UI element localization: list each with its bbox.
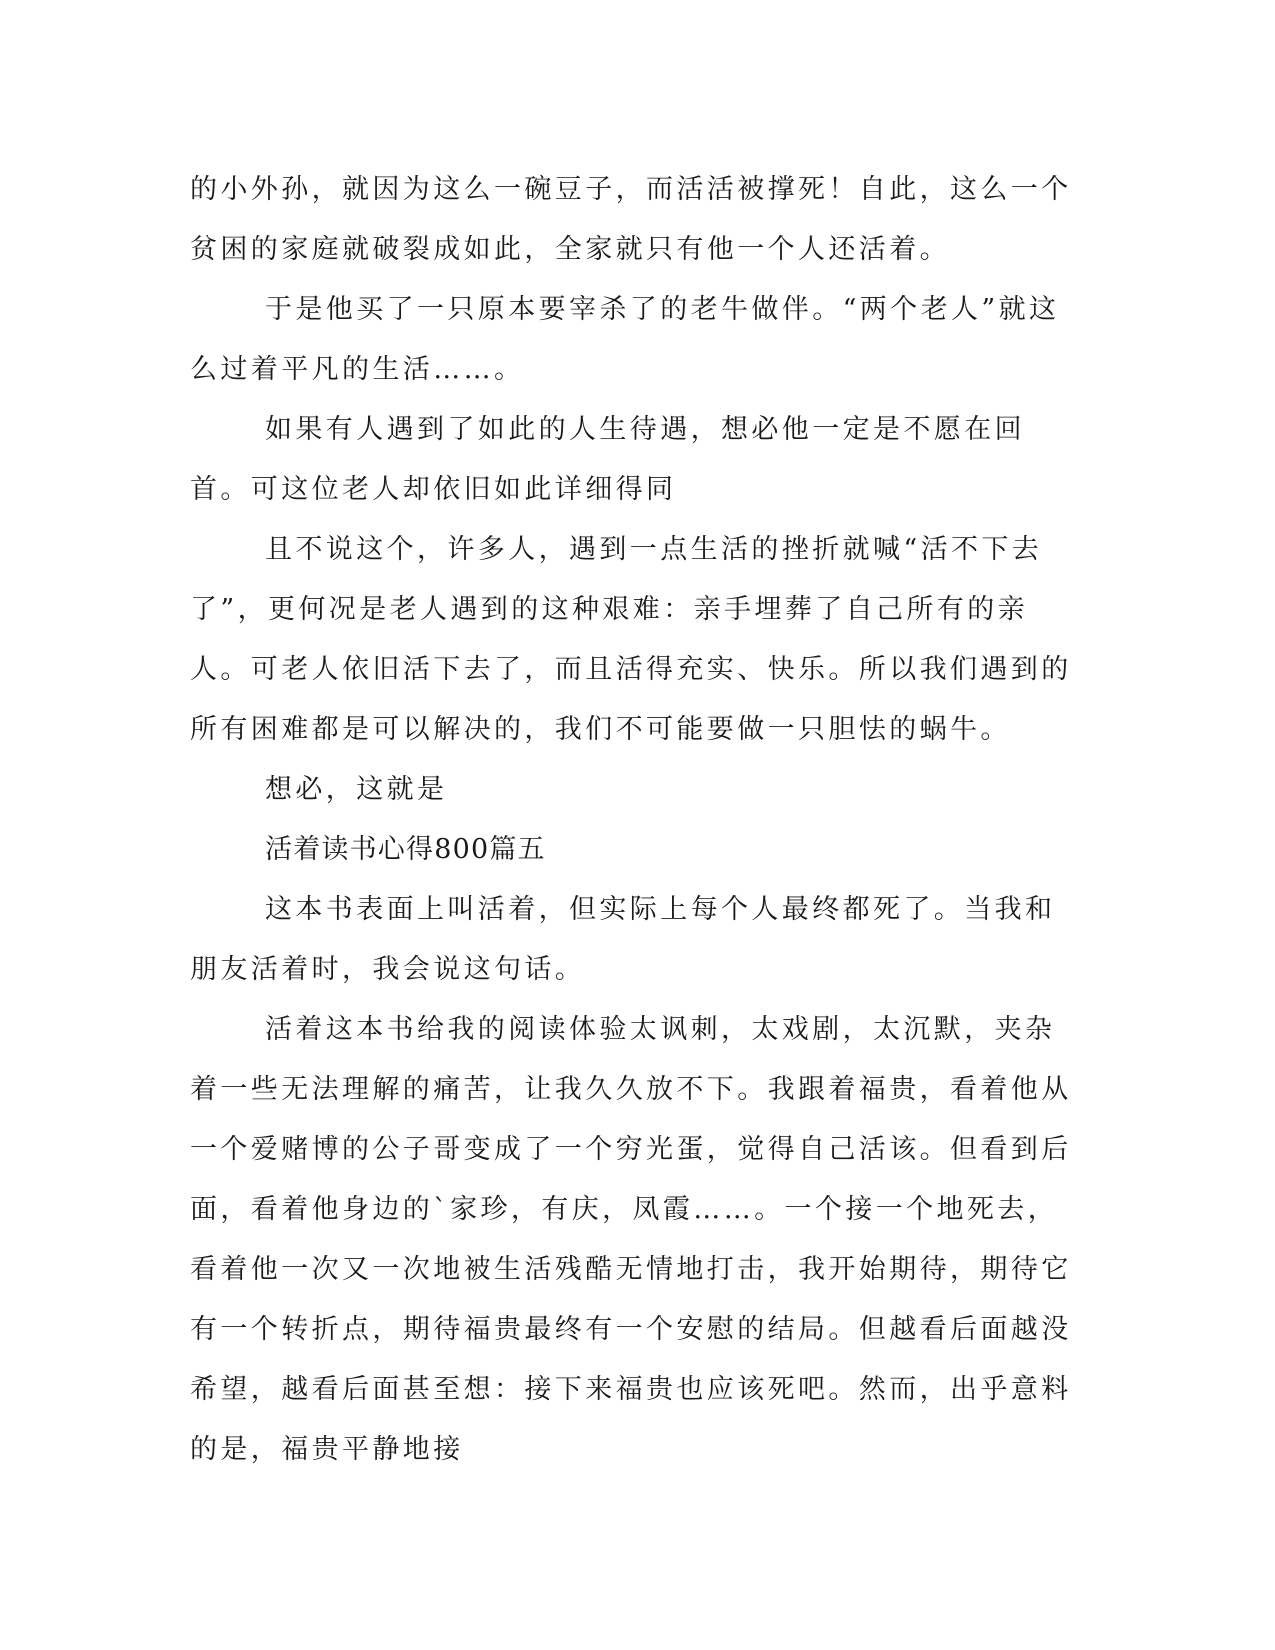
paragraph: 如果有人遇到了如此的人生待遇，想必他一定是不愿在回首。可这位老人却依旧如此详细得同 xyxy=(190,414,1025,505)
paragraph: 这本书表面上叫活着，但实际上每个人最终都死了。当我和朋友活着时，我会说这句话。 xyxy=(190,894,1056,985)
paragraph: 且不说这个，许多人，遇到一点生活的挫折就喊“活不下去了”，更何况是老人遇到的这种艰难：亲手埋葬了自己所有的亲人。可老人依旧活下去了，而且活得充实、快乐。所以我们遇到的所有困难都是可以解决的，我们不可能要做一只胆怯的蜗牛。 xyxy=(190,534,1072,745)
paragraph: 活着这本书给我的阅读体验太讽刺，太戏剧，太沉默，夹杂着一些无法理解的痛苦，让我久久放不下。我跟着福贵，看着他从一个爱赌博的公子哥变成了一个穷光蛋，觉得自己活该。但看到后面，看着他身边的`家珍，有庆，凤霞……。一个接一个地死去，看着他一次又一次地被生活残酷无情地打击，我开始期待，期待它有一个转折点，期待福贵最终有一个安慰的结局。但越看后面越没希望，越看后面甚至想：接下来福贵也应该死吧。然而，出乎意料的是，福贵平静地接 xyxy=(190,1014,1072,1465)
document-body xyxy=(190,160,1085,1480)
paragraph: 的小外孙，就因为这么一碗豆子，而活活被撑死！自此，这么一个贫困的家庭就破裂成如此，全家就只有他一个人还活着。 xyxy=(190,174,1072,265)
section-heading: 活着读书心得800篇五 xyxy=(265,834,546,865)
paragraph: 想必，这就是 xyxy=(265,774,448,805)
paragraph: 于是他买了一只原本要宰杀了的老牛做伴。“两个老人”就这么过着平凡的生活……。 xyxy=(190,294,1060,385)
